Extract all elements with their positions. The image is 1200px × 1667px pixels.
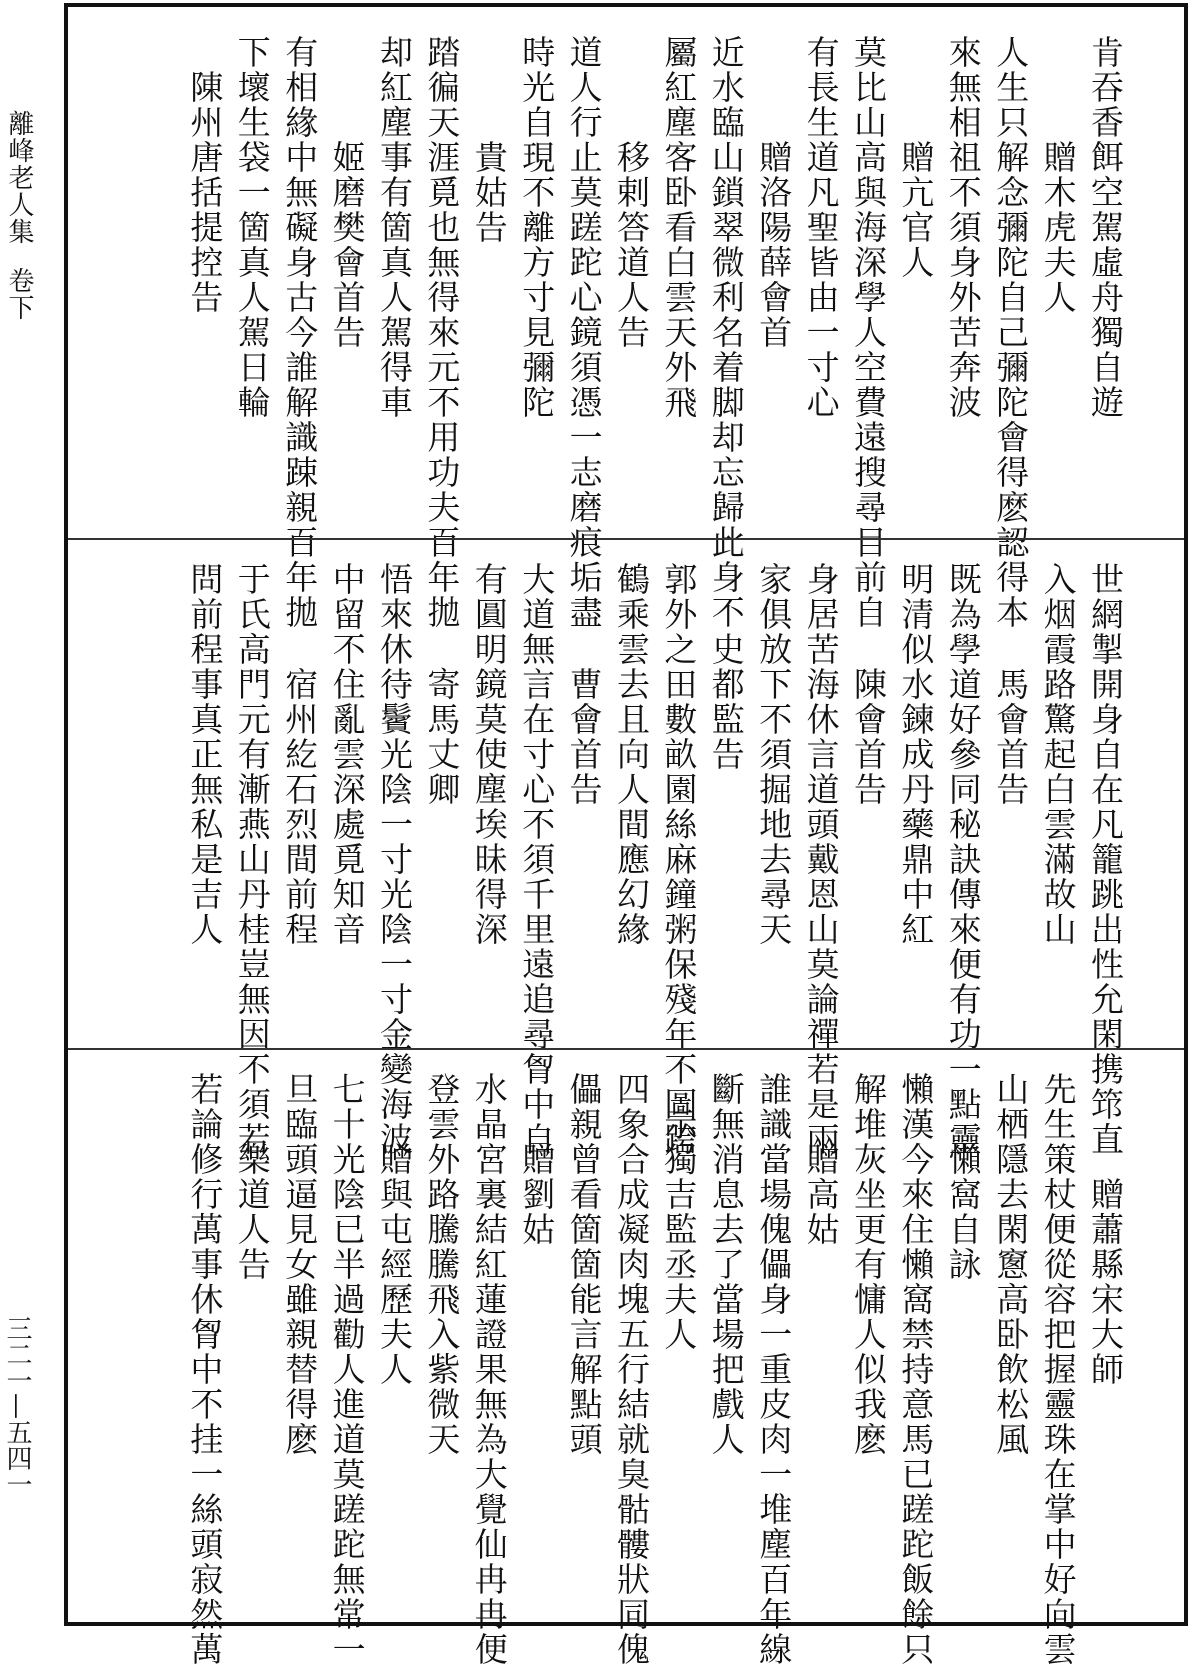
heading-column: 史都監告 [706,632,746,772]
verse-column: 既為學道好參同秘訣傳來便有功一點靈 [943,562,983,1157]
heading-column: 陳會首告 [849,667,888,807]
verse-column: 人生只解念彌陀自己彌陀會得麽認得本 [991,35,1031,630]
verse-column: 有相緣中無礙身古今誰解識踈親百年拋 [280,35,320,630]
verse-column: 于氏高門元有漸燕山丹桂豈無因不須若 [232,562,272,1157]
heading-column: 懶窩自詠 [943,1142,983,1282]
heading-column: 寄馬丈卿 [422,667,462,807]
heading-column: 宿州紇石烈間前程 [280,667,320,947]
heading-column: 贈洛陽薛會首 [754,140,794,350]
verse-column: 若論修行萬事休胷中不挂一絲頭寂然萬 [185,1072,225,1667]
verse-column: 問前程事真正無私是吉人 [185,562,225,947]
verse-column: 近水臨山鎖翠微利名着脚却忘歸此身不 [706,35,746,630]
verse-column: 家俱放下不須掘地去尋天 [754,562,794,947]
verse-column: 登雲外路騰騰飛入紫微天 [422,1072,462,1457]
verse-column: 道人行止莫蹉跎心鏡須憑一志磨痕垢盡 [564,35,604,630]
verse-column: 入烟霞路驚起白雲滿故山 [1038,562,1078,947]
heading-column: 贈與屯經歷夫人 [375,1142,414,1387]
heading-column: 姬磨樊會首告 [327,140,367,350]
verse-column: 有長生道凡聖皆由一寸心 [801,35,841,420]
verse-column: 身居苦海休言道頭戴恩山莫論禪若是兩 [801,562,841,1157]
page-number: 三二一—五四一 [2,1315,32,1497]
heading-column: 贈蕭縣宋大師 [1086,1177,1125,1387]
heading-column: 示獨吉監丞夫人 [659,1107,699,1352]
text-band-middle [68,538,1184,1157]
verse-column: 先生策杖便從容把握靈珠在掌中好向雲 [1038,1072,1078,1667]
verse-column: 踏徧天涯覓也無得來元不用功夫百年拋 [422,35,462,630]
verse-column: 水晶宮裏結紅蓮證果無為大覺仙冉冉便 [469,1072,509,1667]
book-title: 離峰老人集 [4,110,34,245]
text-band-top [68,7,1184,630]
heading-column: 贈劉姑 [517,1142,557,1247]
volume-label: 卷下 [4,267,34,321]
book-title-margin [4,110,34,321]
verse-column: 七十光陰已半過勸人進道莫蹉跎無常一 [327,1072,367,1667]
heading-column: 贈木虎夫人 [1038,140,1078,315]
verse-column: 來無相祖不須身外苦奔波 [943,35,983,420]
verse-column: 時光自現不離方寸見彌陀 [517,35,557,420]
verse-column: 明清似水鍊成丹藥鼎中紅 [896,562,936,947]
heading-column: 贈高姑 [801,1142,841,1247]
verse-column: 誰識當場傀儡身一重皮肉一堆塵百年線 [754,1072,794,1667]
verse-column: 屬紅塵客卧看白雲天外飛 [659,35,699,420]
verse-column: 有圓明鏡莫使塵埃昧得深 [469,562,509,947]
verse-column: 郭外之田數畝園絲麻鐘粥保殘年不圖跨 [659,562,699,1157]
verse-column: 大道無言在寸心不須千里遠追尋胷中自 [517,562,557,1157]
verse-column: 斷無消息去了當場把戲人 [706,1072,746,1457]
page-frame [64,3,1188,1667]
verse-column: 莫比山高與海深學人空費遠搜尋目前自 [849,35,888,630]
verse-column: 解堆灰坐更有慵人似我麽 [849,1072,888,1457]
heading-column: 樂道人告 [232,1142,272,1282]
heading-column: 移剌答道人告 [612,140,651,350]
verse-column: 下壞生袋一箇真人駕日輪 [232,35,272,420]
heading-column: 贈亢官人 [896,140,936,280]
verse-column: 儡親曾看箇箇能言解點頭 [564,1072,604,1457]
verse-column: 懶漢今來住懶窩禁持意馬已蹉跎飯餘只 [896,1072,936,1667]
text-band-bottom [68,1048,1184,1667]
verse-column: 肯吞香餌空駕虛舟獨自遊 [1086,35,1125,420]
verse-column: 悟來休待鬢光陰一寸光陰一寸金變海波 [375,562,414,1157]
verse-column: 鶴乘雲去且向人間應幻緣 [612,562,651,947]
verse-column: 却紅塵事有箇真人駕得車 [375,35,414,420]
heading-column: 曹會首告 [564,667,604,807]
verse-column: 旦臨頭逼見女雖親替得麽 [280,1072,320,1457]
verse-column: 四象合成凝肉塊五行結就臭骷髏狀同傀 [612,1072,651,1667]
verse-column: 世網掣開身自在凡籠跳出性允閑携筇直 [1086,562,1125,1157]
verse-column: 中留不住亂雲深處覓知音 [327,562,367,947]
heading-column: 陳州唐括提控告 [185,70,225,315]
heading-column: 貴姑告 [469,140,509,245]
heading-column: 馬會首告 [991,667,1031,807]
verse-column: 山栖隱去閑窻高卧飲松風 [991,1072,1031,1457]
